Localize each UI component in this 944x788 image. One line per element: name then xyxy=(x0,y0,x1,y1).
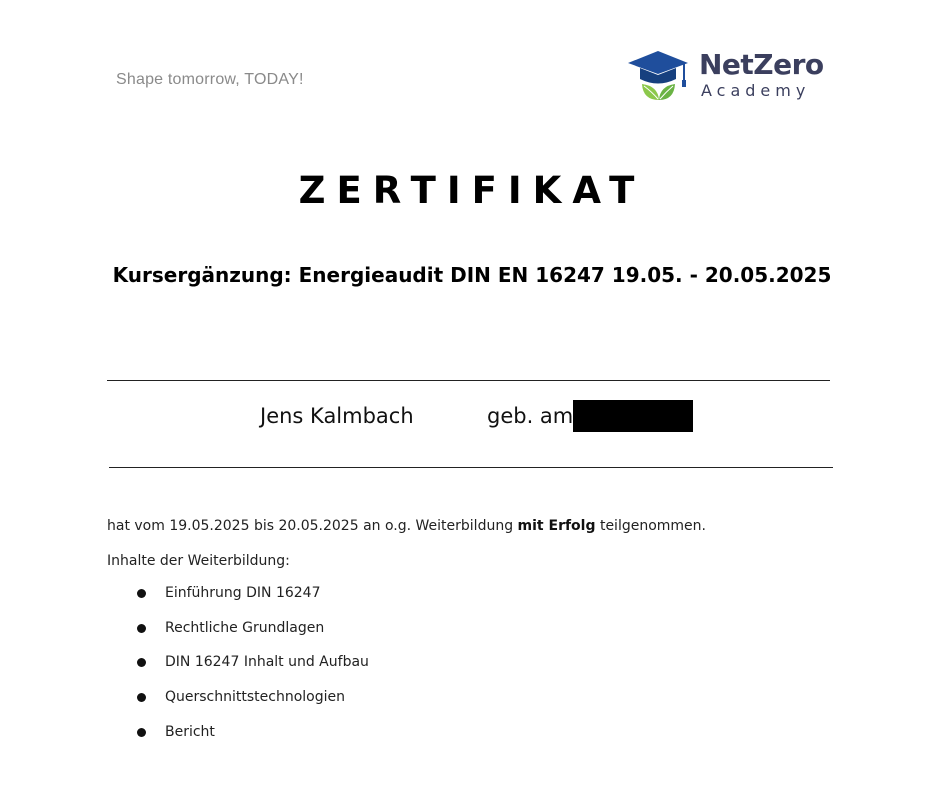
list-item xyxy=(0,620,500,655)
course-title: Kursergänzung: Energieaudit DIN EN 16247 19.05. - 20.05.2025 xyxy=(112,263,832,287)
certificate-title: ZERTIFIKAT xyxy=(298,169,646,212)
bullet-icon xyxy=(137,658,146,667)
logo-wordmark-netzero: NetZero xyxy=(699,48,824,81)
topic-label: Einführung DIN 16247 xyxy=(165,585,321,601)
divider-top xyxy=(107,380,830,381)
completion-statement xyxy=(107,516,706,536)
birthdate-label: geb. am xyxy=(487,404,574,428)
topics-list xyxy=(0,585,500,758)
completion-success-text: mit Erfolg xyxy=(517,518,596,534)
list-item xyxy=(0,689,500,724)
bullet-icon xyxy=(137,589,146,598)
bullet-icon xyxy=(137,728,146,737)
topic-label: Querschnittstechnologien xyxy=(165,689,345,706)
tagline: Shape tomorrow, TODAY! xyxy=(116,71,304,88)
contents-heading: Inhalte der Weiterbildung: xyxy=(107,553,290,569)
list-item xyxy=(0,654,500,689)
completion-text-end: teilgenommen. xyxy=(595,518,706,534)
netzero-academy-logo xyxy=(626,46,836,106)
graduation-cap-leaf-icon xyxy=(626,48,690,102)
list-item xyxy=(0,724,500,759)
topic-label: Bericht xyxy=(165,723,215,740)
topic-label: DIN 16247 Inhalt und Aufbau xyxy=(165,654,369,671)
participant-name: Jens Kalmbach xyxy=(260,404,414,428)
redacted-birthdate xyxy=(573,400,693,432)
logo-wordmark-academy: Academy xyxy=(701,81,811,100)
topic-label: Rechtliche Grundlagen xyxy=(165,619,325,636)
divider-bottom xyxy=(109,467,833,468)
bullet-icon xyxy=(137,624,146,633)
bullet-icon xyxy=(137,693,146,702)
list-item xyxy=(0,585,500,620)
completion-text-start: hat vom 19.05.2025 bis 20.05.2025 an o.g. Weiterbildung xyxy=(107,518,518,534)
